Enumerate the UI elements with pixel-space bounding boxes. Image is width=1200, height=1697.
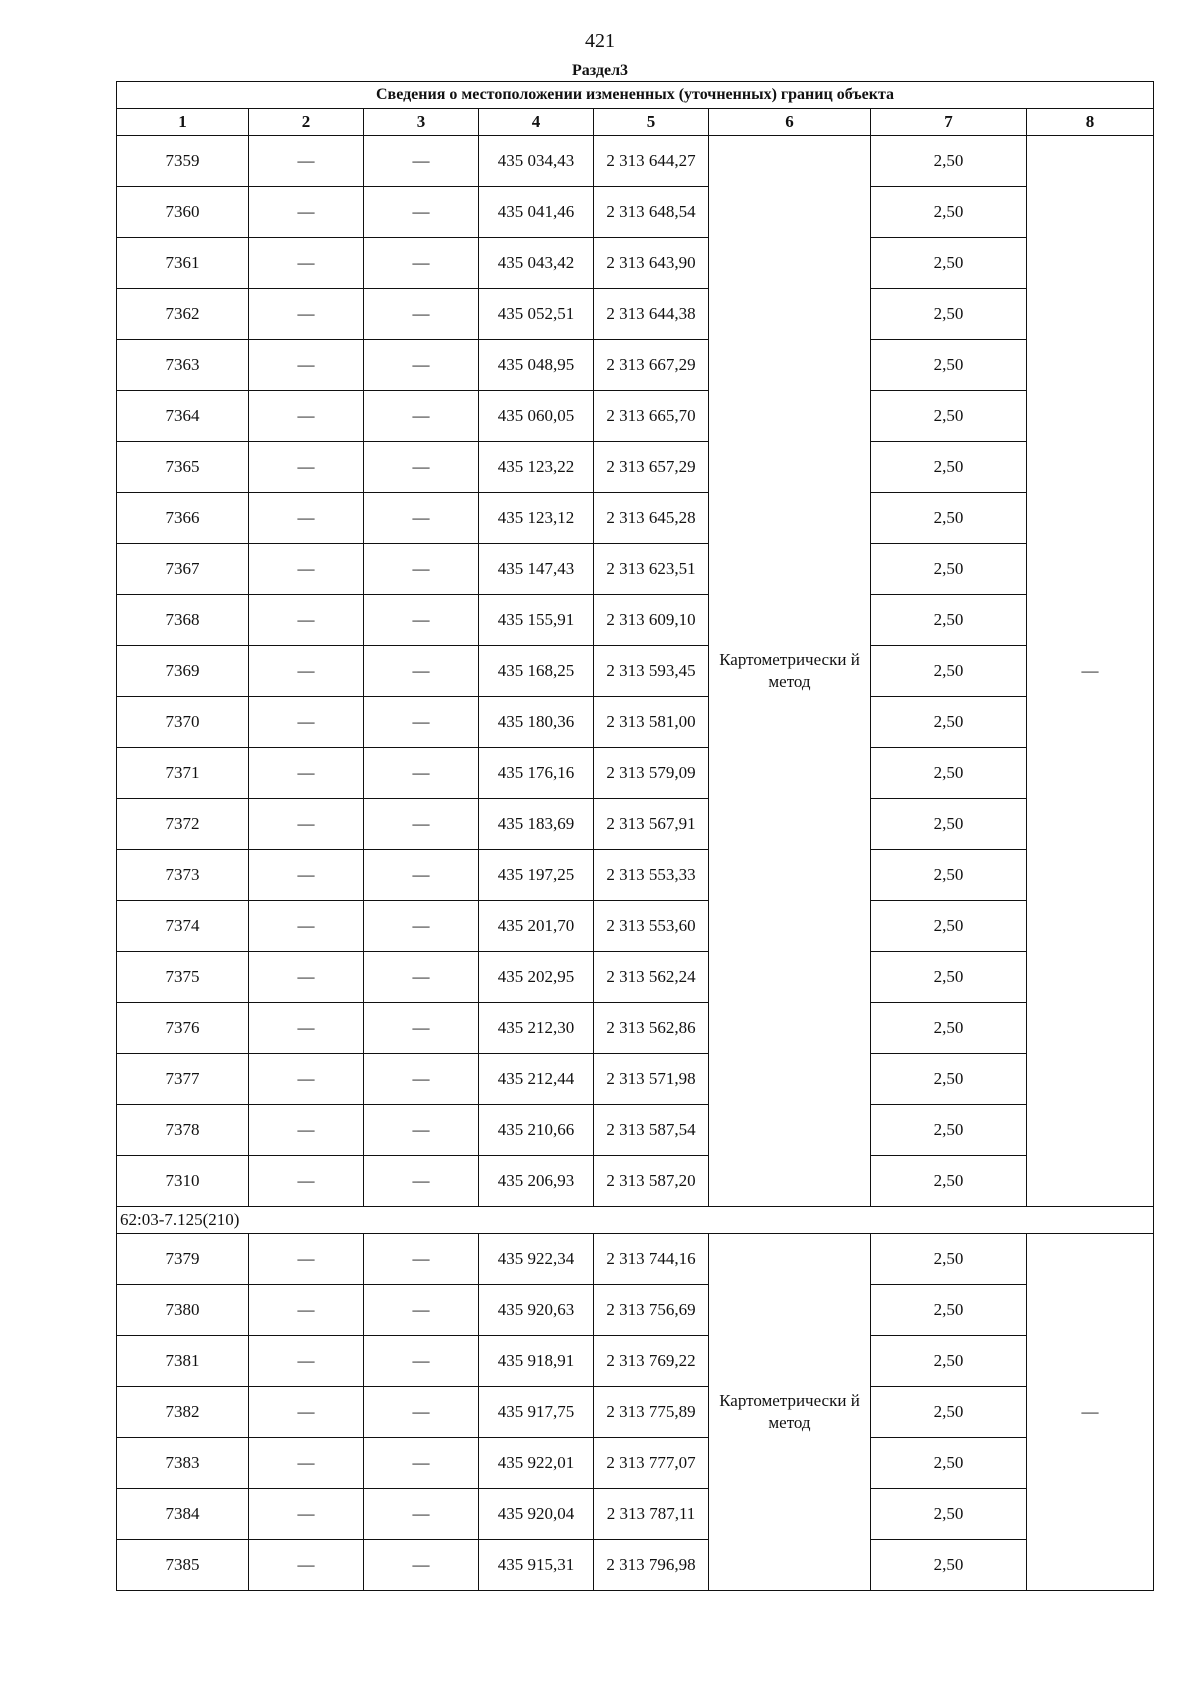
column-3-value: — [364, 340, 479, 391]
point-number: 7370 [117, 697, 249, 748]
y-coordinate: 2 313 567,91 [594, 799, 709, 850]
x-coordinate: 435 918,91 [479, 1336, 594, 1387]
y-coordinate: 2 313 587,20 [594, 1156, 709, 1207]
table-row [117, 187, 1154, 238]
column-3-value: — [364, 697, 479, 748]
table-row [117, 952, 1154, 1003]
column-2-value: — [249, 391, 364, 442]
column-2-value: — [249, 646, 364, 697]
accuracy-value: 2,50 [871, 289, 1027, 340]
table-row [117, 238, 1154, 289]
accuracy-value: 2,50 [871, 1489, 1027, 1540]
y-coordinate: 2 313 609,10 [594, 595, 709, 646]
x-coordinate: 435 920,63 [479, 1285, 594, 1336]
column-3-value: — [364, 1285, 479, 1336]
accuracy-value: 2,50 [871, 1105, 1027, 1156]
y-coordinate: 2 313 579,09 [594, 748, 709, 799]
column-2-value: — [249, 748, 364, 799]
point-number: 7383 [117, 1438, 249, 1489]
y-coordinate: 2 313 571,98 [594, 1054, 709, 1105]
column-2-value: — [249, 1003, 364, 1054]
column-3-value: — [364, 136, 479, 187]
table-row [117, 1054, 1154, 1105]
column-3-value: — [364, 952, 479, 1003]
column-3-value: — [364, 1438, 479, 1489]
column-2-value: — [249, 544, 364, 595]
column-3-value: — [364, 1540, 479, 1591]
column-2-value: — [249, 1105, 364, 1156]
column-2-value: — [249, 1540, 364, 1591]
column-2-value: — [249, 952, 364, 1003]
y-coordinate: 2 313 643,90 [594, 238, 709, 289]
point-number: 7376 [117, 1003, 249, 1054]
point-number: 7359 [117, 136, 249, 187]
y-coordinate: 2 313 756,69 [594, 1285, 709, 1336]
column-2-value: — [249, 850, 364, 901]
method-cell: Картометрически й метод [709, 1234, 871, 1591]
table-row [117, 595, 1154, 646]
group-label-row [117, 1207, 1154, 1234]
accuracy-value: 2,50 [871, 1438, 1027, 1489]
column-3-value: — [364, 1105, 479, 1156]
point-number: 7364 [117, 391, 249, 442]
table-row [117, 289, 1154, 340]
accuracy-value: 2,50 [871, 1003, 1027, 1054]
accuracy-value: 2,50 [871, 1540, 1027, 1591]
x-coordinate: 435 922,01 [479, 1438, 594, 1489]
accuracy-value: 2,50 [871, 544, 1027, 595]
y-coordinate: 2 313 581,00 [594, 697, 709, 748]
column-3-value: — [364, 1489, 479, 1540]
y-coordinate: 2 313 796,98 [594, 1540, 709, 1591]
column-number-header: 3 [364, 109, 479, 136]
x-coordinate: 435 155,91 [479, 595, 594, 646]
column-3-value: — [364, 1387, 479, 1438]
x-coordinate: 435 180,36 [479, 697, 594, 748]
column-2-value: — [249, 187, 364, 238]
x-coordinate: 435 123,12 [479, 493, 594, 544]
point-number: 7367 [117, 544, 249, 595]
x-coordinate: 435 202,95 [479, 952, 594, 1003]
column-3-value: — [364, 748, 479, 799]
y-coordinate: 2 313 667,29 [594, 340, 709, 391]
column-3-value: — [364, 1234, 479, 1285]
x-coordinate: 435 212,30 [479, 1003, 594, 1054]
x-coordinate: 435 052,51 [479, 289, 594, 340]
y-coordinate: 2 313 644,38 [594, 289, 709, 340]
point-number: 7361 [117, 238, 249, 289]
column-3-value: — [364, 646, 479, 697]
x-coordinate: 435 048,95 [479, 340, 594, 391]
point-number: 7382 [117, 1387, 249, 1438]
column-number-header: 2 [249, 109, 364, 136]
point-number: 7374 [117, 901, 249, 952]
accuracy-value: 2,50 [871, 1387, 1027, 1438]
table-row [117, 646, 1154, 697]
column-number-header: 5 [594, 109, 709, 136]
point-number: 7365 [117, 442, 249, 493]
y-coordinate: 2 313 623,51 [594, 544, 709, 595]
column-2-value: — [249, 1387, 364, 1438]
point-number: 7369 [117, 646, 249, 697]
table-row [117, 1387, 1154, 1438]
x-coordinate: 435 123,22 [479, 442, 594, 493]
table-row [117, 1234, 1154, 1285]
point-number: 7366 [117, 493, 249, 544]
accuracy-value: 2,50 [871, 1156, 1027, 1207]
method-cell: Картометрически й метод [709, 136, 871, 1207]
y-coordinate: 2 313 769,22 [594, 1336, 709, 1387]
x-coordinate: 435 183,69 [479, 799, 594, 850]
table-row [117, 799, 1154, 850]
y-coordinate: 2 313 777,07 [594, 1438, 709, 1489]
y-coordinate: 2 313 562,24 [594, 952, 709, 1003]
x-coordinate: 435 034,43 [479, 136, 594, 187]
column-2-value: — [249, 136, 364, 187]
column-8-value: — [1027, 136, 1154, 1207]
accuracy-value: 2,50 [871, 901, 1027, 952]
y-coordinate: 2 313 775,89 [594, 1387, 709, 1438]
y-coordinate: 2 313 553,33 [594, 850, 709, 901]
x-coordinate: 435 210,66 [479, 1105, 594, 1156]
table-row [117, 1156, 1154, 1207]
x-coordinate: 435 168,25 [479, 646, 594, 697]
column-number-header: 6 [709, 109, 871, 136]
x-coordinate: 435 920,04 [479, 1489, 594, 1540]
column-3-value: — [364, 799, 479, 850]
x-coordinate: 435 201,70 [479, 901, 594, 952]
accuracy-value: 2,50 [871, 1234, 1027, 1285]
column-3-value: — [364, 595, 479, 646]
column-3-value: — [364, 289, 479, 340]
table-row [117, 748, 1154, 799]
table-row [117, 1336, 1154, 1387]
column-2-value: — [249, 1438, 364, 1489]
column-2-value: — [249, 1336, 364, 1387]
x-coordinate: 435 212,44 [479, 1054, 594, 1105]
table-row [117, 136, 1154, 187]
accuracy-value: 2,50 [871, 697, 1027, 748]
point-number: 7381 [117, 1336, 249, 1387]
x-coordinate: 435 922,34 [479, 1234, 594, 1285]
column-number-header: 4 [479, 109, 594, 136]
column-3-value: — [364, 1156, 479, 1207]
accuracy-value: 2,50 [871, 646, 1027, 697]
column-2-value: — [249, 595, 364, 646]
column-2-value: — [249, 493, 364, 544]
x-coordinate: 435 043,42 [479, 238, 594, 289]
column-3-value: — [364, 238, 479, 289]
table-row [117, 1438, 1154, 1489]
accuracy-value: 2,50 [871, 238, 1027, 289]
point-number: 7380 [117, 1285, 249, 1336]
accuracy-value: 2,50 [871, 493, 1027, 544]
x-coordinate: 435 206,93 [479, 1156, 594, 1207]
column-number-header: 7 [871, 109, 1027, 136]
point-number: 7384 [117, 1489, 249, 1540]
page-number: 421 [585, 30, 615, 52]
point-number: 7362 [117, 289, 249, 340]
point-number: 7373 [117, 850, 249, 901]
point-number: 7378 [117, 1105, 249, 1156]
x-coordinate: 435 176,16 [479, 748, 594, 799]
point-number: 7377 [117, 1054, 249, 1105]
column-2-value: — [249, 442, 364, 493]
accuracy-value: 2,50 [871, 187, 1027, 238]
table-row [117, 1003, 1154, 1054]
accuracy-value: 2,50 [871, 1336, 1027, 1387]
point-number: 7363 [117, 340, 249, 391]
table-row [117, 1285, 1154, 1336]
accuracy-value: 2,50 [871, 340, 1027, 391]
point-number: 7379 [117, 1234, 249, 1285]
table-row [117, 493, 1154, 544]
section-title: Раздел3 [571, 62, 629, 79]
y-coordinate: 2 313 593,45 [594, 646, 709, 697]
point-number: 7310 [117, 1156, 249, 1207]
x-coordinate: 435 915,31 [479, 1540, 594, 1591]
accuracy-value: 2,50 [871, 391, 1027, 442]
y-coordinate: 2 313 587,54 [594, 1105, 709, 1156]
accuracy-value: 2,50 [871, 1285, 1027, 1336]
column-3-value: — [364, 442, 479, 493]
point-number: 7375 [117, 952, 249, 1003]
column-3-value: — [364, 544, 479, 595]
accuracy-value: 2,50 [871, 748, 1027, 799]
column-number-header: 8 [1027, 109, 1154, 136]
coordinates-table [116, 81, 1154, 1591]
y-coordinate: 2 313 787,11 [594, 1489, 709, 1540]
accuracy-value: 2,50 [871, 1054, 1027, 1105]
y-coordinate: 2 313 553,60 [594, 901, 709, 952]
x-coordinate: 435 197,25 [479, 850, 594, 901]
table-row [117, 1540, 1154, 1591]
column-2-value: — [249, 1156, 364, 1207]
column-2-value: — [249, 799, 364, 850]
column-3-value: — [364, 850, 479, 901]
point-number: 7360 [117, 187, 249, 238]
x-coordinate: 435 917,75 [479, 1387, 594, 1438]
table-row [117, 544, 1154, 595]
column-8-value: — [1027, 1234, 1154, 1591]
column-2-value: — [249, 289, 364, 340]
column-number-row [117, 109, 1154, 136]
column-2-value: — [249, 238, 364, 289]
column-3-value: — [364, 493, 479, 544]
accuracy-value: 2,50 [871, 442, 1027, 493]
table-row [117, 697, 1154, 748]
accuracy-value: 2,50 [871, 850, 1027, 901]
point-number: 7372 [117, 799, 249, 850]
column-3-value: — [364, 1336, 479, 1387]
point-number: 7371 [117, 748, 249, 799]
table-row [117, 1489, 1154, 1540]
table-row [117, 442, 1154, 493]
y-coordinate: 2 313 665,70 [594, 391, 709, 442]
table-row [117, 1105, 1154, 1156]
column-2-value: — [249, 1234, 364, 1285]
y-coordinate: 2 313 648,54 [594, 187, 709, 238]
group-label: 62:03-7.125(210) [117, 1207, 1154, 1234]
column-2-value: — [249, 901, 364, 952]
x-coordinate: 435 041,46 [479, 187, 594, 238]
table-body [117, 136, 1154, 1591]
table-row [117, 850, 1154, 901]
column-2-value: — [249, 340, 364, 391]
column-2-value: — [249, 1054, 364, 1105]
column-3-value: — [364, 187, 479, 238]
accuracy-value: 2,50 [871, 136, 1027, 187]
x-coordinate: 435 147,43 [479, 544, 594, 595]
table-row [117, 391, 1154, 442]
column-3-value: — [364, 1054, 479, 1105]
y-coordinate: 2 313 644,27 [594, 136, 709, 187]
y-coordinate: 2 313 744,16 [594, 1234, 709, 1285]
column-3-value: — [364, 391, 479, 442]
accuracy-value: 2,50 [871, 799, 1027, 850]
x-coordinate: 435 060,05 [479, 391, 594, 442]
column-3-value: — [364, 901, 479, 952]
y-coordinate: 2 313 562,86 [594, 1003, 709, 1054]
table-row [117, 901, 1154, 952]
column-3-value: — [364, 1003, 479, 1054]
column-number-header: 1 [117, 109, 249, 136]
y-coordinate: 2 313 657,29 [594, 442, 709, 493]
accuracy-value: 2,50 [871, 952, 1027, 1003]
point-number: 7368 [117, 595, 249, 646]
table-row [117, 340, 1154, 391]
column-2-value: — [249, 1489, 364, 1540]
y-coordinate: 2 313 645,28 [594, 493, 709, 544]
table-title: Сведения о местоположении измененных (уточненных) границ объекта [117, 82, 1154, 109]
accuracy-value: 2,50 [871, 595, 1027, 646]
column-2-value: — [249, 1285, 364, 1336]
column-2-value: — [249, 697, 364, 748]
point-number: 7385 [117, 1540, 249, 1591]
